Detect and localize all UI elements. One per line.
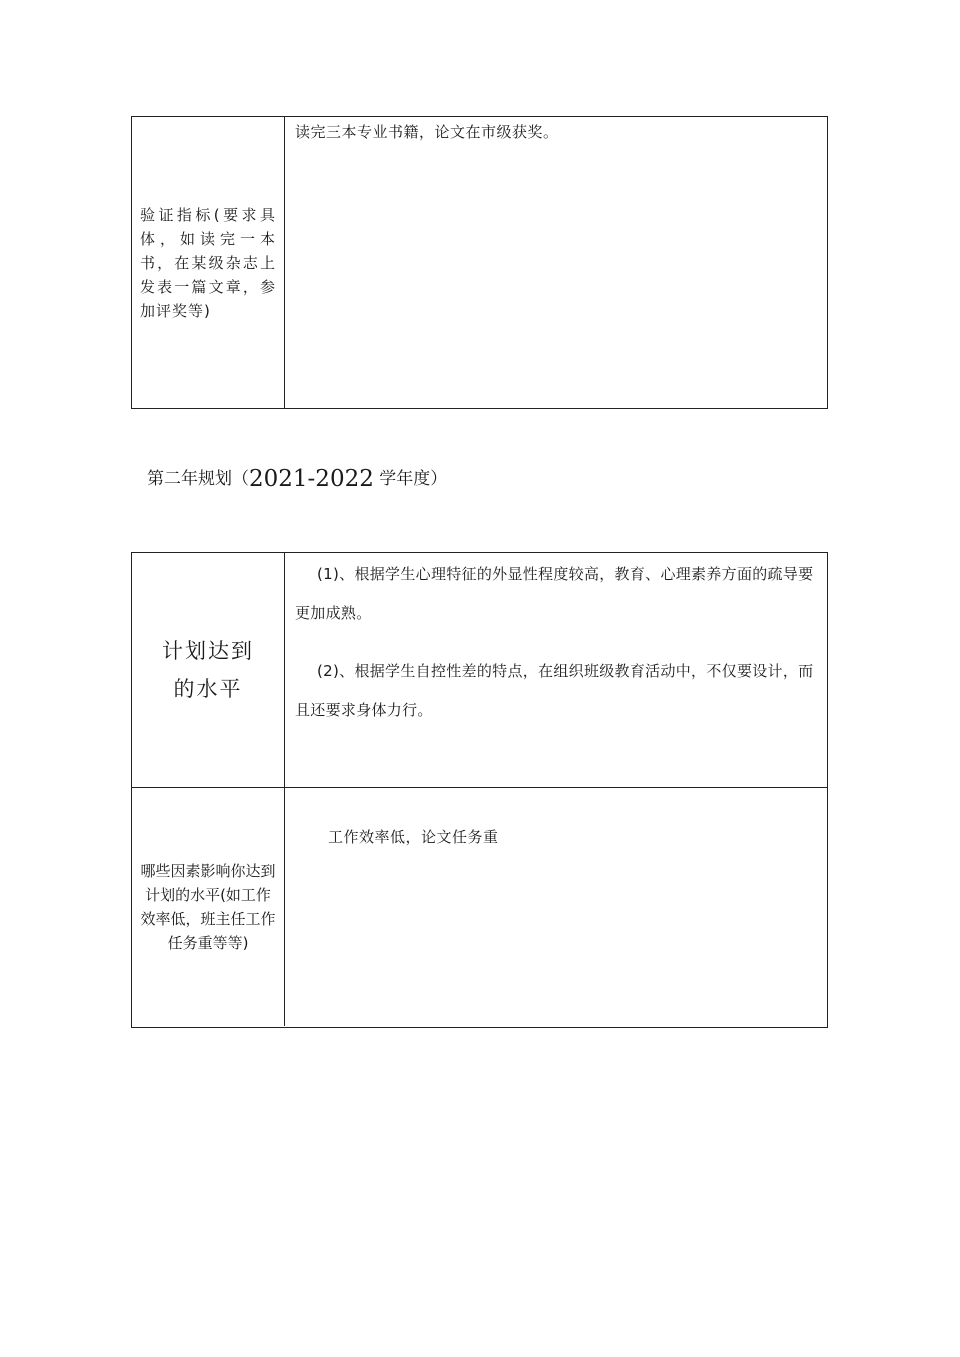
- plan-level-label-cell: [132, 553, 285, 787]
- factors-content: 工作效率低，论文任务重: [328, 828, 499, 846]
- heading-prefix: 第二年规划（: [147, 469, 249, 489]
- plan-level-paragraph-1: (1)、根据学生心理特征的外显性程度较高，教育、心理素养方面的疏导要更加成熟。: [295, 565, 814, 622]
- verification-content: 读完三本专业书籍，论文在市级获奖。: [295, 123, 559, 141]
- plan-level-label: [140, 632, 276, 708]
- plan-level-content-cell: [285, 553, 827, 787]
- heading-suffix: 学年度）: [373, 469, 448, 489]
- plan-level-label-line2: 的水平: [173, 677, 243, 701]
- verification-content-cell: [285, 117, 827, 408]
- plan-level-paragraph-2: (2)、根据学生自控性差的特点，在组织班级教育活动中，不仅要设计，而且还要求身体力行。: [295, 662, 814, 719]
- verification-label: 验证指标(要求具体，如读完一本书，在某级杂志上发表一篇文章，参加评奖等): [140, 205, 276, 320]
- factors-label-cell: [132, 788, 285, 1026]
- verification-table: [131, 116, 828, 409]
- heading-years: 2021-2022: [249, 466, 374, 492]
- verification-label-cell: [132, 117, 285, 408]
- factors-content-cell: [285, 788, 827, 1026]
- plan-table: [131, 552, 828, 1028]
- factors-row: [132, 787, 827, 1026]
- section-heading: [147, 464, 447, 492]
- plan-level-label-line1: 计划达到: [162, 639, 254, 663]
- plan-level-row: [132, 553, 827, 787]
- factors-label: 哪些因素影响你达到计划的水平(如工作效率低，班主任工作任务重等等): [140, 862, 276, 952]
- verification-row: [132, 117, 827, 408]
